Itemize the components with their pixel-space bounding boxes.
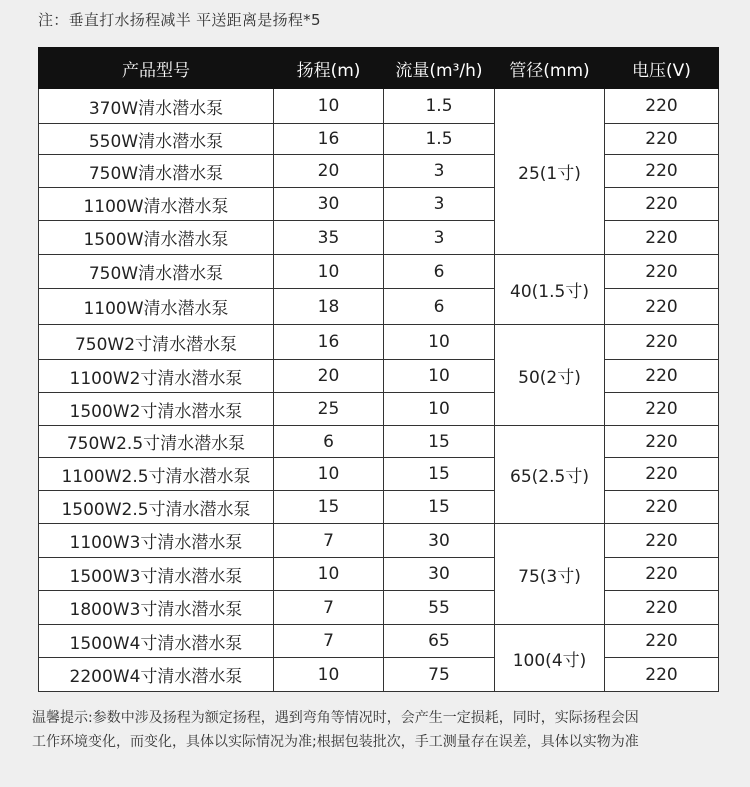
table-header-row [39, 48, 719, 89]
cell-pipe-size: 50(2寸) [495, 325, 605, 426]
cell-model: 1100W2.5寸清水潜水泵 [39, 458, 274, 491]
cell-voltage: 220 [605, 289, 719, 325]
bottom-note-line-2: 工作环境变化，而变化，具体以实际情况为准;根据包装批次，手工测量存在误差，具体以实物为准 [32, 734, 639, 750]
table-body [39, 89, 719, 692]
cell-head: 20 [274, 360, 384, 393]
table-row [39, 558, 719, 591]
cell-flow: 10 [384, 360, 495, 393]
cell-voltage: 220 [605, 591, 719, 625]
cell-model: 1500W4寸清水潜水泵 [39, 625, 274, 658]
cell-flow: 30 [384, 524, 495, 558]
table-row [39, 625, 719, 658]
cell-model: 750W清水潜水泵 [39, 155, 274, 188]
cell-flow: 3 [384, 155, 495, 188]
cell-voltage: 220 [605, 658, 719, 692]
cell-head: 30 [274, 188, 384, 221]
cell-voltage: 220 [605, 255, 719, 289]
cell-head: 20 [274, 155, 384, 188]
cell-model: 1800W3寸清水潜水泵 [39, 591, 274, 625]
cell-model: 1500W清水潜水泵 [39, 221, 274, 255]
cell-pipe-size: 100(4寸) [495, 625, 605, 692]
cell-model: 1500W2寸清水潜水泵 [39, 393, 274, 426]
cell-head: 10 [274, 89, 384, 124]
cell-model: 1100W3寸清水潜水泵 [39, 524, 274, 558]
cell-head: 25 [274, 393, 384, 426]
cell-pipe-size: 40(1.5寸) [495, 255, 605, 325]
cell-head: 16 [274, 325, 384, 360]
table-row [39, 289, 719, 325]
bottom-note [32, 706, 732, 754]
cell-flow: 65 [384, 625, 495, 658]
cell-flow: 15 [384, 426, 495, 458]
cell-flow: 6 [384, 289, 495, 325]
cell-model: 750W清水潜水泵 [39, 255, 274, 289]
cell-voltage: 220 [605, 124, 719, 155]
top-note: 注：垂直打水扬程减半 平送距离是扬程*5 [38, 11, 321, 29]
cell-voltage: 220 [605, 625, 719, 658]
cell-flow: 1.5 [384, 89, 495, 124]
table-row [39, 89, 719, 124]
cell-model: 2200W4寸清水潜水泵 [39, 658, 274, 692]
cell-head: 35 [274, 221, 384, 255]
table-row [39, 221, 719, 255]
cell-voltage: 220 [605, 188, 719, 221]
cell-head: 7 [274, 625, 384, 658]
cell-voltage: 220 [605, 360, 719, 393]
cell-model: 750W2.5寸清水潜水泵 [39, 426, 274, 458]
cell-model: 1100W清水潜水泵 [39, 289, 274, 325]
cell-head: 16 [274, 124, 384, 155]
cell-pipe-size: 75(3寸) [495, 524, 605, 625]
cell-voltage: 220 [605, 524, 719, 558]
table-row [39, 325, 719, 360]
header-head: 扬程(m) [274, 48, 384, 89]
cell-head: 7 [274, 524, 384, 558]
cell-model: 750W2寸清水潜水泵 [39, 325, 274, 360]
table-row [39, 155, 719, 188]
cell-head: 10 [274, 658, 384, 692]
table-row [39, 255, 719, 289]
cell-voltage: 220 [605, 458, 719, 491]
cell-head: 10 [274, 458, 384, 491]
cell-head: 6 [274, 426, 384, 458]
cell-flow: 30 [384, 558, 495, 591]
table-row [39, 360, 719, 393]
cell-voltage: 220 [605, 393, 719, 426]
cell-model: 370W清水潜水泵 [39, 89, 274, 124]
cell-pipe-size: 65(2.5寸) [495, 426, 605, 524]
header-model: 产品型号 [39, 48, 274, 89]
cell-voltage: 220 [605, 221, 719, 255]
table-row [39, 524, 719, 558]
cell-flow: 15 [384, 491, 495, 524]
cell-voltage: 220 [605, 155, 719, 188]
bottom-note-line-1: 温馨提示:参数中涉及扬程为额定扬程，遇到弯角等情况时，会产生一定损耗，同时，实际扬程会因 [32, 710, 639, 726]
header-pipe: 管径(mm) [495, 48, 605, 89]
cell-head: 18 [274, 289, 384, 325]
cell-flow: 75 [384, 658, 495, 692]
cell-model: 1100W2寸清水潜水泵 [39, 360, 274, 393]
cell-head: 10 [274, 255, 384, 289]
cell-flow: 10 [384, 393, 495, 426]
cell-flow: 10 [384, 325, 495, 360]
cell-pipe-size: 25(1寸) [495, 89, 605, 255]
cell-flow: 15 [384, 458, 495, 491]
cell-model: 550W清水潜水泵 [39, 124, 274, 155]
header-voltage: 电压(V) [605, 48, 719, 89]
table-row [39, 393, 719, 426]
spec-table [38, 47, 719, 692]
cell-voltage: 220 [605, 426, 719, 458]
table-row [39, 491, 719, 524]
cell-flow: 3 [384, 188, 495, 221]
table-row [39, 458, 719, 491]
cell-model: 1500W3寸清水潜水泵 [39, 558, 274, 591]
cell-voltage: 220 [605, 558, 719, 591]
cell-model: 1100W清水潜水泵 [39, 188, 274, 221]
cell-flow: 6 [384, 255, 495, 289]
cell-voltage: 220 [605, 89, 719, 124]
cell-flow: 1.5 [384, 124, 495, 155]
cell-voltage: 220 [605, 491, 719, 524]
table-row [39, 426, 719, 458]
cell-head: 7 [274, 591, 384, 625]
cell-flow: 3 [384, 221, 495, 255]
table-row [39, 124, 719, 155]
cell-voltage: 220 [605, 325, 719, 360]
table-row [39, 591, 719, 625]
cell-head: 10 [274, 558, 384, 591]
cell-flow: 55 [384, 591, 495, 625]
cell-model: 1500W2.5寸清水潜水泵 [39, 491, 274, 524]
header-flow: 流量(m³/h) [384, 48, 495, 89]
table-row [39, 188, 719, 221]
table-row [39, 658, 719, 692]
cell-head: 15 [274, 491, 384, 524]
